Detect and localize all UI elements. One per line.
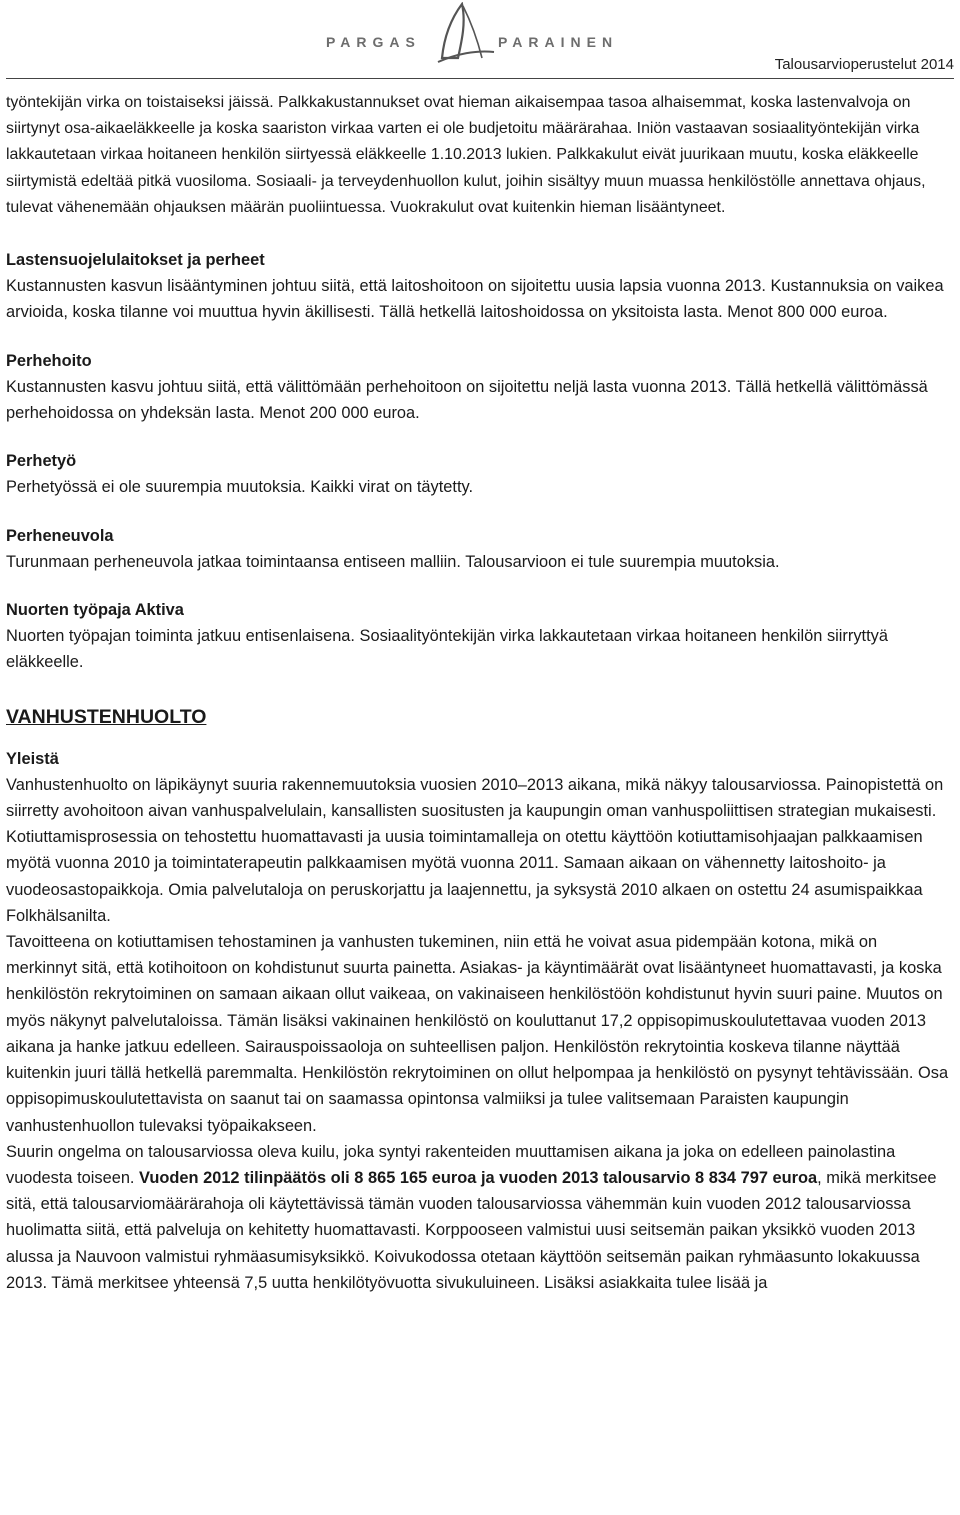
document-body	[6, 90, 952, 1296]
section-heading-family-care: Perhehoito	[6, 351, 92, 370]
sail-logo-icon	[432, 2, 498, 66]
elderly-paragraph-3-end: , mikä merkitsee sitä, että talousarviomäärärahoja oli käytettävissä tämän vuoden talousarviossa vähemmän kuin vuoden 2012 talousarviossa huolimatta siitä, että palveluja on kehitetty huomattavasti. Korppooseen valmistui uusi seitsemän paikan yksikkö vuoden 2013 alussa ja Nauvoon valmistui ryhmäasumisyksikkö. Koivukodossa otetaan käyttöön seitsemän paikan ryhmäasunto lokakuussa 2013. Tämä merkitsee yhteensä 7,5 uutta henkilötyövuotta sivukuluineen. Lisäksi asiakkaita tulee lisää ja	[6, 1168, 937, 1292]
header-divider	[6, 78, 954, 79]
section-heading-general: Yleistä	[6, 749, 59, 768]
logo-text-left: PARGAS	[326, 34, 421, 50]
section-text-child-welfare: Kustannusten kasvun lisääntyminen johtuu siitä, että laitoshoitoon on sijoitettu uusia lapsia vuonna 2013. Kustannuksia on vaikea arvioida, koska tilanne voi muuttua hyvin äkillisesti. Tällä hetkellä laitoshoidossa on yksitoista lasta. Menot 800 000 euroa.	[6, 277, 944, 322]
chapter-title-elderly-care: VANHUSTENHUOLTO	[6, 705, 207, 728]
budget-figures-bold: Vuoden 2012 tilinpäätös oli 8 865 165 euroa ja vuoden 2013 talousarvio 8 834 797 euroa	[139, 1168, 818, 1187]
section-heading-child-welfare: Lastensuojelulaitokset ja perheet	[6, 251, 265, 270]
section-text-family-care: Kustannusten kasvu johtuu siitä, että välittömään perhehoitoon on sijoitettu neljä lasta vuonna 2013. Tällä hetkellä välittömässä perhehoidossa on yhdeksän lasta. Menot 200 000 euroa.	[6, 377, 928, 423]
elderly-paragraph-2: Tavoitteena on kotiuttamisen tehostaminen ja vanhusten tukeminen, niin että he voivat asua pidempään kotona, mikä on merkinnyt sitä, että kotihoitoon on kohdistunut suurta painetta. Asiakas- ja käyntimäärät ovat lisääntyneet huomattavasti, ja koska henkilöstön rekrytoiminen on samaan aikaan ollut vaikeaa, on vakinaiseen henkilöstöön kohdistunut hyvin suuri paine. Muutos on myös näkynyt palvelutaloissa. Tämän lisäksi vakinainen henkilöstö on kouluttanut 17,2 oppisopimuskoulutettavaa vuoden 2013 aikana ja hanke jatkuu edelleen. Sairauspoissaoloja on suhteellisen paljon. Henkilöstön rekrytointia koskeva tilanne näyttää kuitenkin juuri tällä hetkellä paremmalta. Henkilöstön rekrytoiminen on ollut helpompaa ja henkilöstö on pysynyt tehtävissään. Osa oppisopimuskoulutettavista on saanut tai on saamassa opintonsa valmiiksi ja tulee valitsemaan Paraisten kaupungin vanhustenhuollon tulevaksi työpaikakseen.	[6, 933, 949, 1135]
section-text-youth-workshop: Nuorten työpajan toiminta jatkuu entisenlaisena. Sosiaalityöntekijän virka lakkautetaan virkaa hoitaneen henkilön siirryttyä eläkkeelle.	[6, 627, 888, 672]
section-heading-family-work: Perhetyö	[6, 452, 77, 471]
intro-paragraph: työntekijän virka on toistaiseksi jäissä. Palkkakustannukset ovat hieman aikaisempaa tasoa alhaisemmat, koska lastenvalvoja on siirtynyt osa-aikaeläkkeelle ja koska saariston virkaa varten ei ole budjetoitu määrärahaa. Iniön vastaavan sosiaalityöntekijän virka lakkautetaan virkaa hoitaneen henkilön siirtyessä eläkkeelle 1.10.2013 lukien. Palkkakulut eivät juurikaan muutu, koska eläkkeelle siirtymistä edeltää pitkä vuosiloma. Sosiaali- ja terveydenhuollon kulut, joihin sisältyy muun muassa henkilöstölle annettava ohjaus, tulevat vähenemään ohjauksen määrän puoliintuessa. Vuokrakulut ovat kuitenkin hieman lisääntyneet.	[6, 94, 926, 216]
elderly-paragraph-3-start: Suurin ongelma on talousarviossa oleva kuilu, joka syntyi rakenteiden muuttamisen aikana ja joka on edelleen painolastina vuodesta toiseen.	[6, 1142, 896, 1187]
page-header	[0, 0, 960, 80]
elderly-paragraph-3	[6, 1139, 952, 1296]
document-title: Talousarvioperustelut 2014	[774, 56, 954, 73]
section-text-family-work: Perhetyössä ei ole suurempia muutoksia. Kaikki virat on täytetty.	[6, 478, 474, 497]
logo-text-right: PARAINEN	[498, 34, 619, 50]
section-text-family-counselling: Turunmaan perheneuvola jatkaa toimintaansa entiseen malliin. Talousarvioon ei tule suurempia muutoksia.	[6, 552, 780, 571]
section-heading-youth-workshop: Nuorten työpaja Aktiva	[6, 601, 184, 620]
section-heading-family-counselling: Perheneuvola	[6, 526, 114, 545]
elderly-paragraph-1: Vanhustenhuolto on läpikäynyt suuria rakennemuutoksia vuosien 2010–2013 aikana, mikä näkyy talousarviossa. Painopistettä on siirretty avohoitoon aivan vanhuspalvelulain, kansallisten suositusten ja kaupungin oman vanhuspoliittisen strategian mukaisesti. Kotiuttamisprosessia on tehostettu huomattavasti ja uusia toimintamalleja on otettu käyttöön kotiuttamisohjaajan palkkaamisen myötä vuonna 2010 ja toimintaterapeutin palkkaamisen myötä vuonna 2011. Samaan aikaan on vähennetty laitoshoito- ja vuodeosastopaikkoja. Omia palvelutaloja on peruskorjattu ja laajennettu, ja syksystä 2010 alkaen on ostettu 24 asumispaikkaa Folkhälsanilta.	[6, 775, 944, 925]
